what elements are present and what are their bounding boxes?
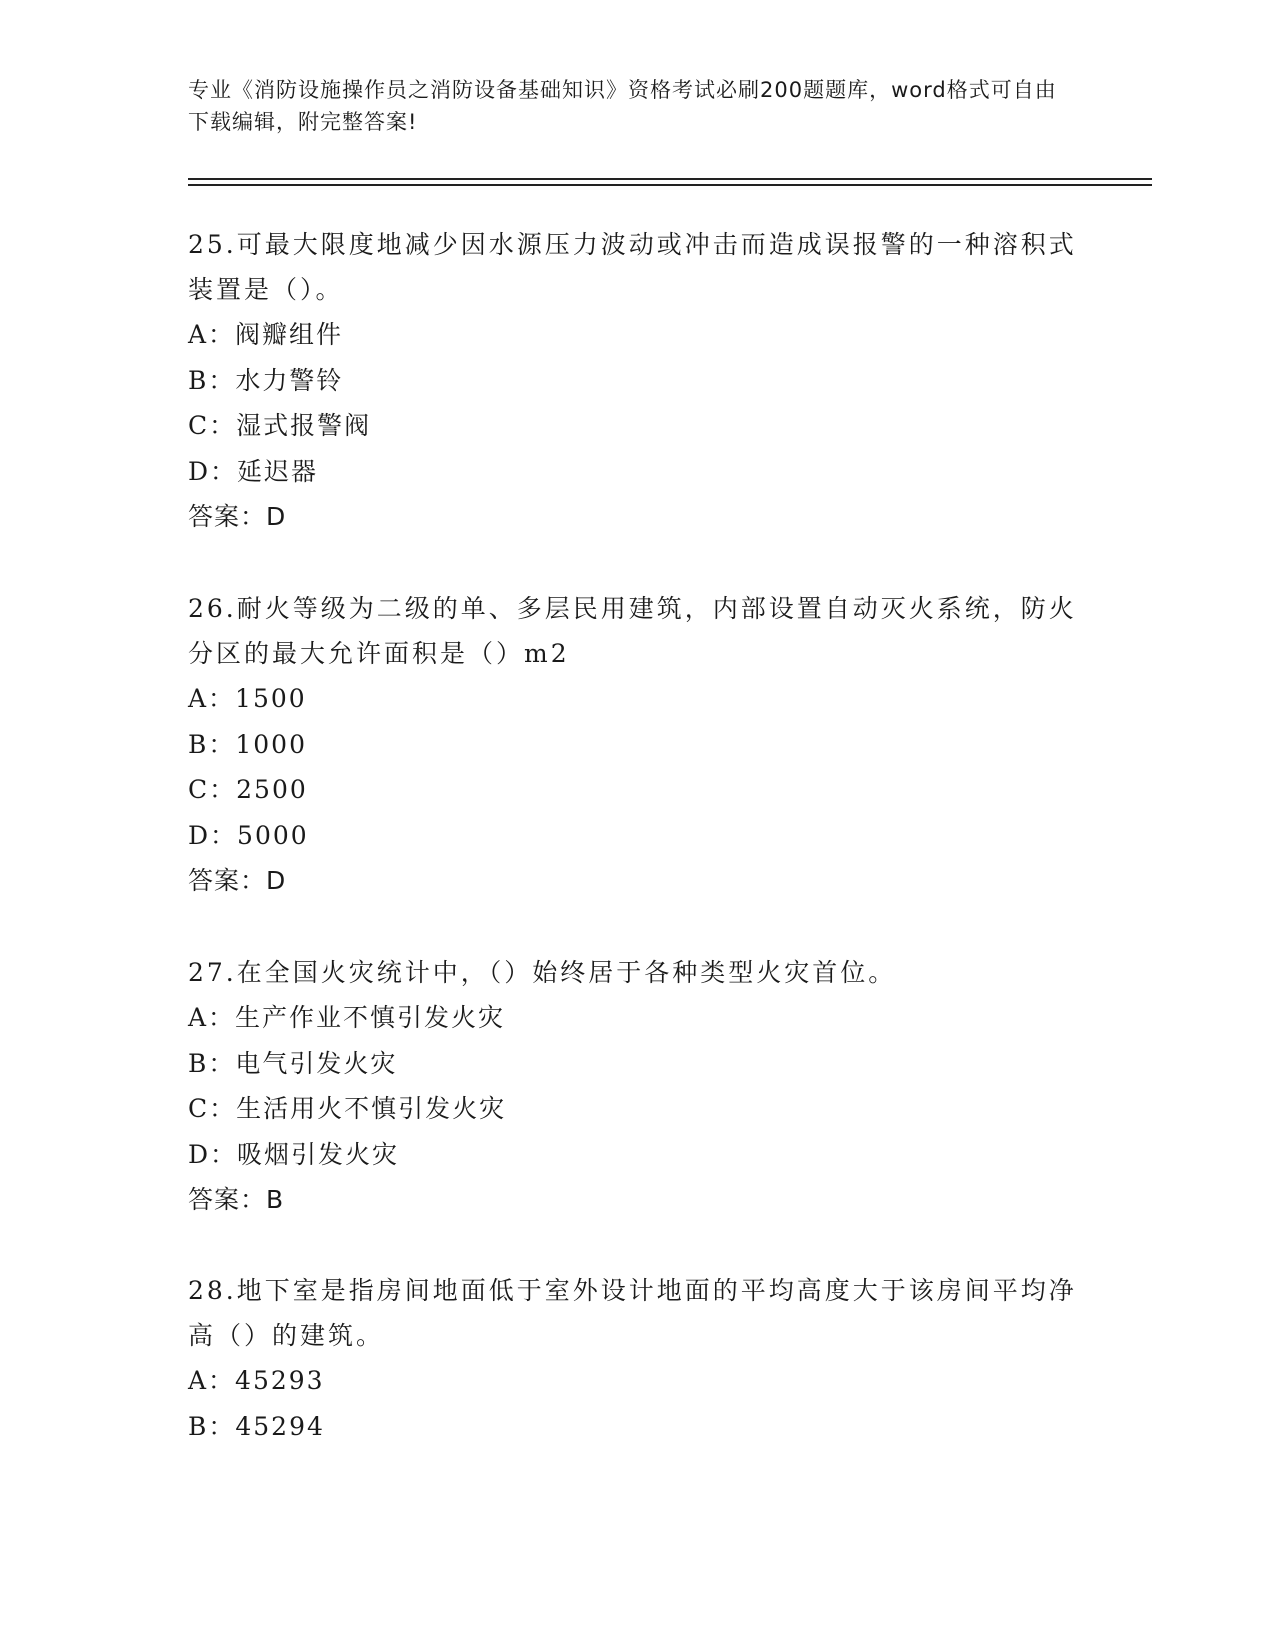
option-b: B：45294 (188, 1411, 325, 1441)
option-d: D：5000 (188, 820, 309, 850)
question-26 (188, 586, 1088, 904)
answer: 答案：D (188, 866, 287, 895)
question-27 (188, 950, 1088, 1223)
option-d: D：延迟器 (188, 456, 319, 486)
option-c: C：湿式报警阀 (188, 411, 372, 440)
option-d: D：吸烟引发火灾 (188, 1139, 400, 1169)
header-divider-top (188, 178, 1152, 180)
option-a: A：生产作业不慎引发火灾 (188, 1003, 506, 1032)
question-stem: 28.地下室是指房间地面低于室外设计地面的平均高度大于该房间平均净高（）的建筑。 (188, 1276, 1077, 1350)
answer: 答案：D (188, 502, 287, 531)
header-divider-bottom (188, 184, 1152, 186)
question-28 (188, 1268, 1088, 1449)
option-a: A：45293 (188, 1366, 325, 1395)
option-a: A：1500 (188, 684, 307, 713)
question-stem: 27.在全国火灾统计中，（）始终居于各种类型火灾首位。 (188, 958, 897, 987)
question-25 (188, 222, 1088, 540)
question-stem: 25.可最大限度地减少因水源压力波动或冲击而造成误报警的一种溶积式装置是（）。 (188, 230, 1077, 304)
option-b: B：水力警铃 (188, 365, 344, 395)
option-b: B：1000 (188, 729, 307, 759)
document-header: 专业《消防设施操作员之消防设备基础知识》资格考试必刷200题题库，word格式可自由下载编辑，附完整答案! (188, 78, 1057, 134)
question-stem: 26.耐火等级为二级的单、多层民用建筑，内部设置自动灭火系统，防火分区的最大允许面积是（）m2 (188, 594, 1077, 668)
answer: 答案：B (188, 1185, 285, 1214)
option-c: C：2500 (188, 775, 308, 804)
option-a: A：阀瓣组件 (188, 320, 344, 349)
option-b: B：电气引发火灾 (188, 1048, 398, 1078)
option-c: C：生活用火不慎引发火灾 (188, 1094, 507, 1123)
